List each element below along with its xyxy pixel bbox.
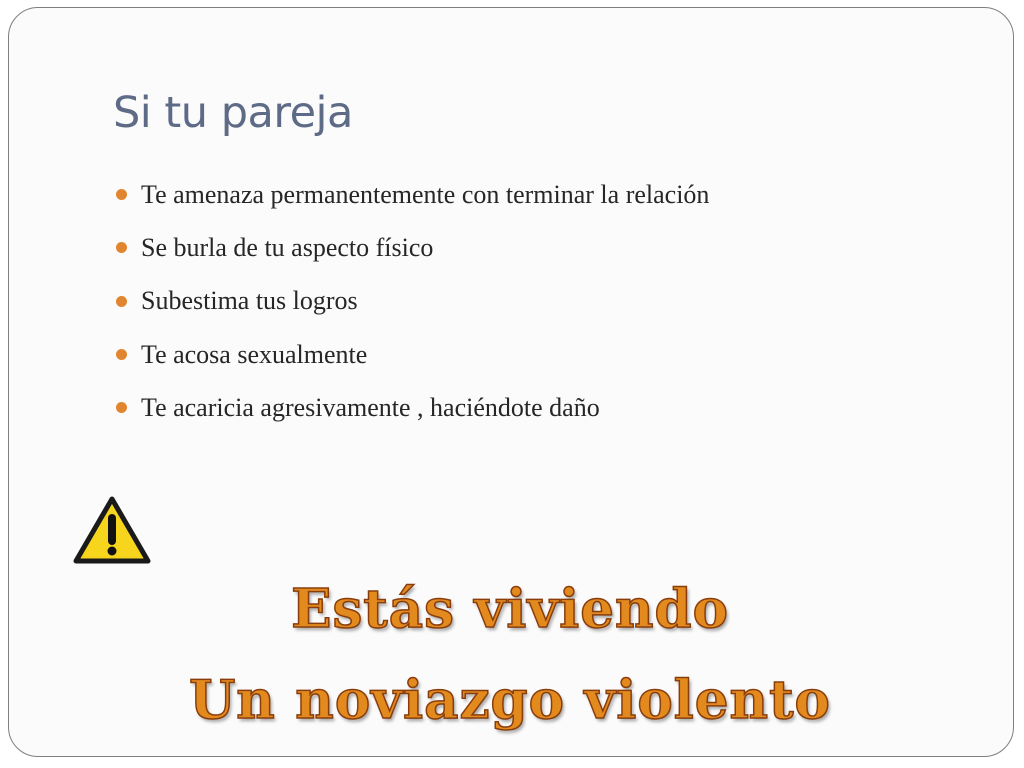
bullet-item xyxy=(113,221,709,274)
bullet-text: Se burla de tu aspecto físico xyxy=(141,232,434,262)
bullet-dot xyxy=(116,242,127,253)
bullet-text: Te amenaza permanentemente con terminar la relación xyxy=(141,179,710,209)
slide-title: Si tu pareja xyxy=(113,88,353,138)
warning-message-line-1: Estás viviendo xyxy=(291,578,729,640)
bullet-list xyxy=(113,168,709,434)
bullet-text: Te acaricia agresivamente , haciéndote daño xyxy=(141,392,600,422)
warning-message-line-2: Un noviazgo violento xyxy=(189,669,831,731)
bullet-item xyxy=(113,275,709,328)
bullet-item xyxy=(113,381,709,434)
bullet-item xyxy=(113,328,709,381)
bullet-dot xyxy=(116,402,127,413)
bullet-item xyxy=(113,168,709,221)
bullet-dot xyxy=(116,349,127,360)
bullet-dot xyxy=(116,296,127,307)
bullet-text: Te acosa sexualmente xyxy=(141,339,368,369)
bullet-dot xyxy=(116,189,127,200)
warning-triangle-icon xyxy=(72,494,152,566)
bullet-text: Subestima tus logros xyxy=(141,286,358,316)
